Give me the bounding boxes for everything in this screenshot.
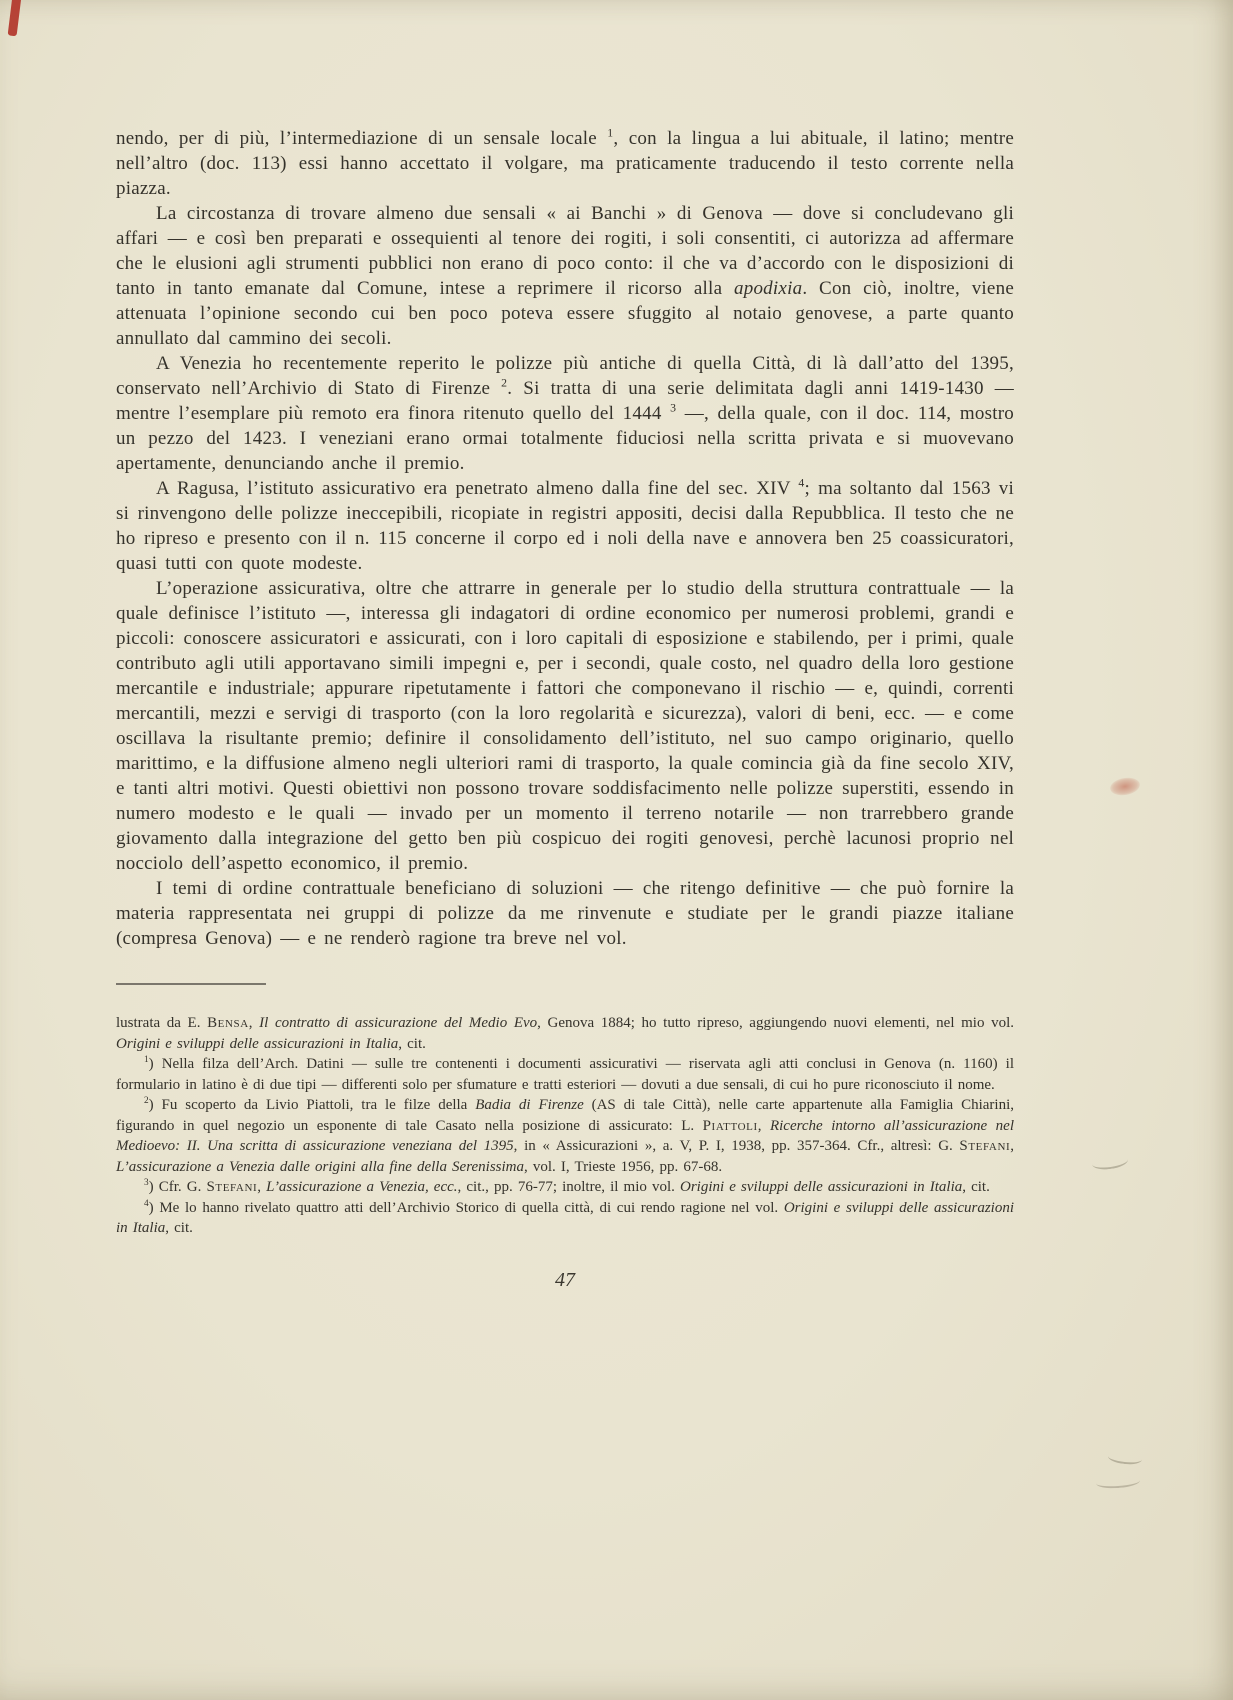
body-paragraph	[116, 576, 1014, 876]
footnote-marker: 2	[144, 1096, 149, 1106]
text-segment: La circostanza di trovare almeno due sensali « ai Banchi » di Genova — dove si concludevano gli affari — e così ben preparati e ossequienti al tenore dei rogiti, i soli consentiti, ci autorizza ad affermare che le elusioni agli strumenti pubblici non erano di poco conto: il che va d’accordo con le disposizioni di tanto in tanto emanate dal Comune, intese a reprimere il ricorso alla	[116, 203, 1014, 299]
footnote-marker: 2	[501, 376, 508, 390]
page-number: 47	[555, 1268, 575, 1291]
text-segment: ) Me lo hanno rivelato quattro atti dell’Archivio Storico di quella città, di cui rendo ragione nel vol.	[148, 1199, 784, 1216]
body-paragraph	[116, 876, 1014, 951]
text-segment: ,	[257, 1179, 267, 1195]
text-segment: nendo, per di più, l’intermediazione di un sensale locale	[116, 128, 608, 149]
text-segment: Origini e sviluppi delle assicurazioni in Italia	[679, 1179, 963, 1195]
text-segment: L’assicurazione a Venezia dalle origini alla fine della Serenissima	[116, 1158, 524, 1175]
text-segment: ) Fu scoperto da Livio Piattoli, tra le filze della	[148, 1097, 476, 1113]
text-segment: ; ma soltanto dal 1563 vi si rinvengono delle polizze ineccepibili, ricopiate in registri appositi, decisi dalla Repubblica. Il testo che ne ho ripreso e presento con il n. 115 concerne il corpo ed i noli della nave e annovera ben 25 coassicuratori, quasi tutti con quote modeste.	[116, 478, 1015, 574]
text-segment: Bensa	[207, 1015, 249, 1031]
scan-artifact-pencil-mark-icon	[1091, 1153, 1129, 1172]
footnote	[116, 1054, 1014, 1095]
footnote-marker: 3	[144, 1178, 149, 1188]
scan-artifact-pencil-mark-icon	[1107, 1450, 1142, 1465]
footnote	[116, 1198, 1014, 1239]
text-segment: apodixia	[733, 278, 803, 299]
scan-artifact-red-mark-icon	[8, 0, 22, 36]
text-segment: Stefani	[959, 1138, 1011, 1154]
text-segment: , in « Assicurazioni », a. V, P. I, 1938, pp. 357-364. Cfr., altresì: G.	[513, 1138, 960, 1154]
text-segment: ) Nella filza dell’Arch. Datini — sulle tre contenenti i documenti assicurativi — riservata agli atti conclusi in Genova (n. 1160) il formulario in latino è di due tipi — differenti solo per sfumature e tratti esteriori — dovuti a due sensali, di cui ho pure riconosciuto il nome.	[116, 1056, 1014, 1093]
text-segment: . Si tratta di una serie delimitata dagli anni 1419-1430 — mentre l’esemplare più remoto era finora ritenuto quello del 1444	[116, 378, 1014, 424]
footnote-marker: 4	[144, 1198, 149, 1209]
text-segment: —, della quale, con il doc. 114, mostro un pezzo del 1423. I veneziani erano ormai totalmente fiduciosi nella scritta privata e si muovevano apertamente, denunciando anche il premio.	[116, 403, 1014, 474]
text-segment: , cit.	[165, 1220, 193, 1236]
footnote-marker: 3	[670, 401, 677, 415]
body-paragraph	[116, 476, 1014, 576]
text-segment: Origini e sviluppi delle assicurazioni in Italia	[116, 1035, 399, 1052]
footnotes	[116, 1013, 1014, 1239]
text-segment: , cit.	[962, 1179, 990, 1195]
scan-artifact-pencil-mark-icon	[1096, 1474, 1141, 1489]
text-segment: Stefani	[206, 1179, 258, 1195]
scan-artifact-red-smudge-icon	[1109, 776, 1141, 798]
text-segment: , vol. I, Trieste 1956, pp. 67-68.	[524, 1158, 723, 1175]
text-segment: A Venezia ho recentemente reperito le polizze più antiche di quella Città, di là dall’atto del 1395, conservato nell’Archivio di Stato di Firenze	[116, 353, 1014, 399]
footnote	[116, 1013, 1014, 1054]
footnote-marker: 1	[607, 126, 614, 140]
body-paragraph	[116, 126, 1014, 201]
text-segment: L’assicurazione a Venezia, ecc.	[266, 1179, 458, 1195]
text-segment: I temi di ordine contrattuale beneficiano di soluzioni — che ritengo definitive — che può fornire la materia rappresentata nei gruppi di polizze da me rinvenute e studiate per le grandi piazze italiane (compresa Genova) — e ne renderò ragione tra breve nel vol.	[116, 878, 1014, 949]
text-segment: ,	[757, 1117, 770, 1134]
text-segment: ) Cfr. G.	[148, 1179, 207, 1195]
text-segment: (AS di tale Città), nelle carte appartenute alla Famiglia Chiarini, figurando in quel negozio un esponente di tale Casato nella posizione di assicurato: L.	[116, 1097, 1014, 1134]
page-content	[116, 126, 1014, 1292]
text-segment: ,	[1010, 1138, 1015, 1154]
text-segment: A Ragusa, l’istituto assicurativo era penetrato almeno dalla fine del sec. XIV	[156, 478, 799, 499]
footnote-marker: 4	[798, 476, 805, 490]
text-segment: lustrata da E.	[116, 1015, 208, 1031]
text-segment: Piattoli	[702, 1117, 758, 1134]
footnote	[116, 1095, 1014, 1177]
text-segment: Origini e sviluppi delle assicurazioni in Italia	[116, 1199, 1015, 1236]
text-segment: , cit., pp. 76-77; inoltre, il mio vol.	[457, 1179, 680, 1195]
text-segment: Ricerche intorno all’assicurazione nel Medioevo: II. Una scritta di assicurazione veneziana del 1395	[116, 1117, 1014, 1154]
text-segment: , Genova 1884; ho tutto ripreso, aggiungendo nuovi elementi, nel mio vol.	[537, 1015, 1014, 1031]
footnote-marker: 1	[144, 1055, 149, 1065]
footnote-separator	[116, 983, 266, 985]
text-segment: L’operazione assicurativa, oltre che attrarre in generale per lo studio della struttura contrattuale — la quale definisce l’istituto —, interessa gli indagatori di ordine economico per numerosi problemi, grandi e piccoli: conoscere assicuratori e assicurati, con i loro capitali di esposizione e stabilendo, per i primi, quale contributo agli utili apportavano simili impegni e, per i secondi, quale costo, nel quadro della loro gestione mercantile e industriale; appurare ripetutamente i fattori che componevano il rischio — e, quindi, correnti mercantili, mezzi e servigi di trasporto (con la loro regolarità e sicurezza), valori di beni, ecc. — e come oscillava la risultante premio; definire il consolidamento dell’istituto, nel suo campo originario, quello marittimo, e la diffusione almeno negli ulteriori rami di trasporto, la quale comincia già da fine secolo XIV, e tanti altri motivi. Questi obiettivi non possono trovare soddisfacimento nelle polizze superstiti, essendo in numero modesto e le quali — invado per un momento il terreno notarile — non trarrebbero grande giovamento dalla integrazione del getto ben più cospicuo dei rogiti genovesi, perchè lacunosi proprio nel nocciolo dell’aspetto economico, il premio.	[116, 578, 1014, 874]
text-segment: , cit.	[398, 1035, 426, 1052]
text-segment: ,	[248, 1015, 260, 1031]
text-segment: Il contratto di assicurazione del Medio Evo	[259, 1015, 538, 1031]
footnote	[116, 1177, 1014, 1198]
text-segment: Badia di Firenze	[475, 1097, 584, 1113]
text-segment: . Con ciò, inoltre, viene attenuata l’opinione secondo cui ben poco poteva essere sfuggito al notaio genovese, a parte quanto annullato dal cammino dei secoli.	[116, 278, 1014, 349]
body-paragraph	[116, 201, 1014, 351]
body-text	[116, 126, 1014, 951]
text-segment: , con la lingua a lui abituale, il latino; mentre nell’altro (doc. 113) essi hanno accettato il volgare, ma praticamente traducendo il testo corrente nella piazza.	[116, 128, 1014, 199]
body-paragraph	[116, 351, 1014, 476]
